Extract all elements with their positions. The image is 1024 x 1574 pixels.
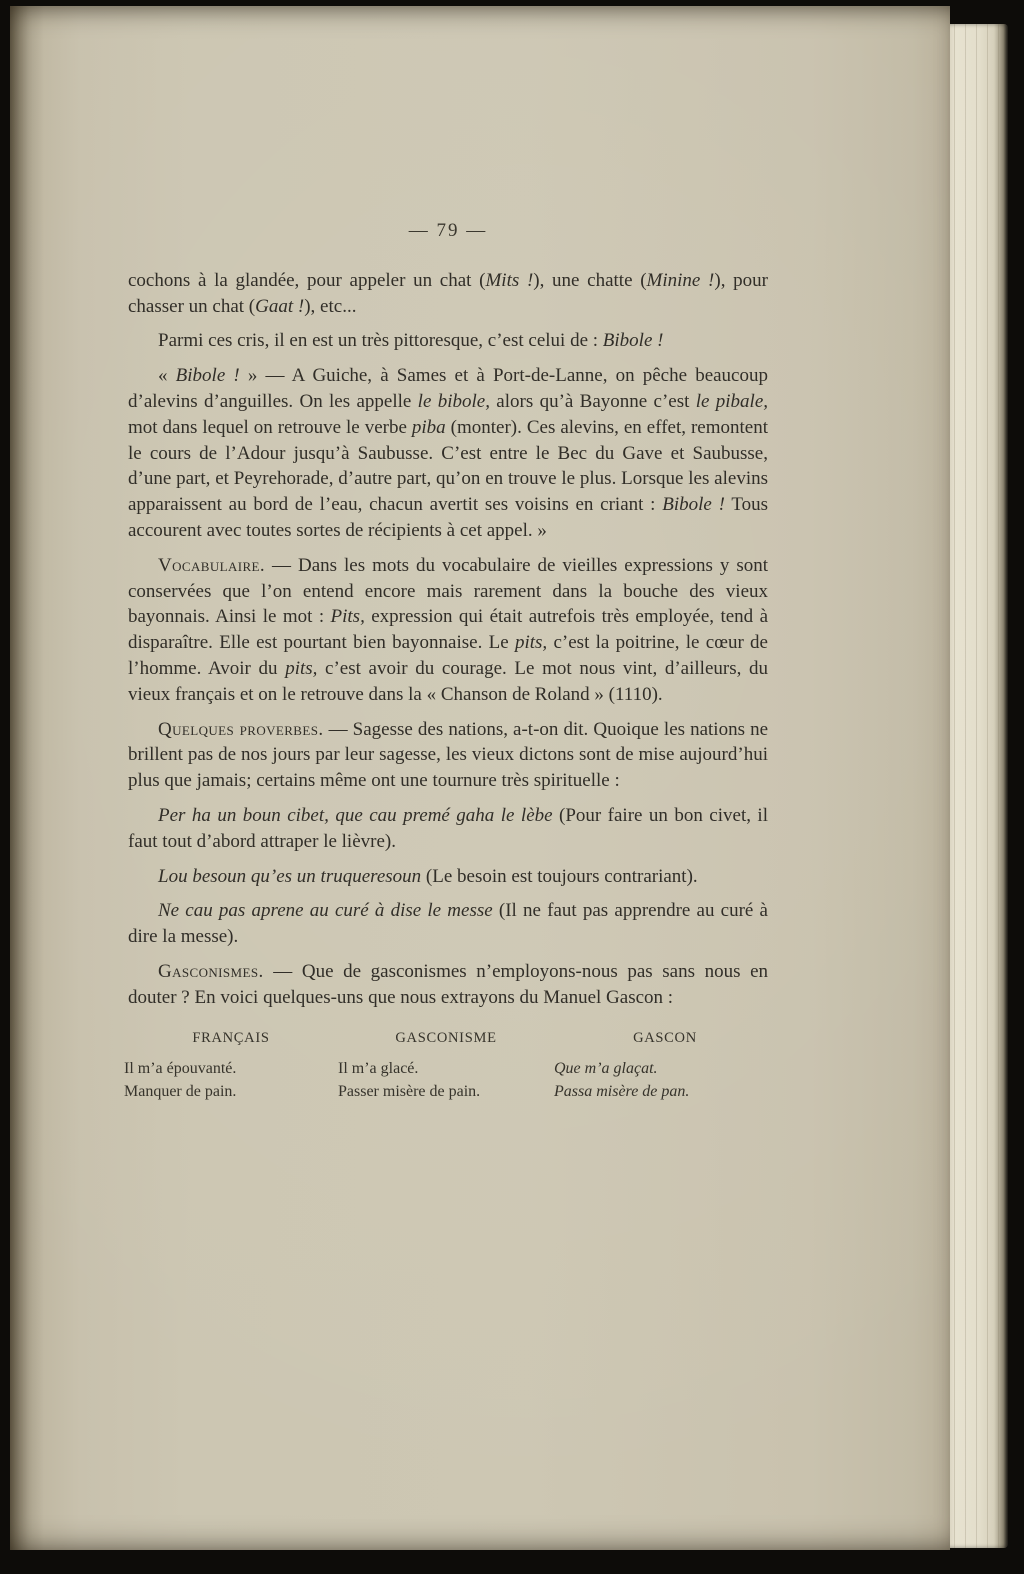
- text-run: (monter). Ces alevins, en effet, remontent le cours de l’Adour jusqu’à Saubusse. C’est entre le Bec du Gave et Saubusse, d’une part, et Peyrehorade, d’autre part, qu’on en trouve le plus. Lorsque les alevins apparaissent au bord de l’eau, chacun avertit ses voisins en criant :: [128, 416, 768, 516]
- text-run: ), une chatte (: [533, 269, 647, 291]
- term-italic: Bibole !: [602, 330, 664, 352]
- text-run: c’est avoir du courage. Le mot nous vint, d’ailleurs, du vieux français et on le retrouve dans la « Chanson de Roland » (1110).: [128, 657, 768, 705]
- heading-smallcaps: Vocabulaire.: [158, 554, 266, 576]
- table-row: [124, 1057, 776, 1080]
- text-run: » — A Guiche, à Sames et à Port-de-Lanne, on pêche beaucoup d’alevins d’anguilles. On les appelle: [128, 365, 768, 412]
- proverb-italic: Lou besoun qu’es un truqueresoun: [158, 865, 422, 887]
- term-italic: pits,: [285, 657, 318, 679]
- term-italic: pits,: [514, 632, 548, 654]
- text-run: ), pour chasser un chat (: [128, 269, 768, 317]
- text-run: (Il ne faut pas apprendre au curé à dire la messe).: [128, 900, 768, 948]
- term-italic: Bibole !: [662, 494, 725, 516]
- column-header-gasconisme: GASCONISME: [395, 1029, 497, 1046]
- cell-francais: Il m’a épouvanté.: [124, 1059, 237, 1077]
- text-run: — Sagesse des nations, a-t-on dit. Quoique les nations ne brillent pas de nos jours par leur sagesse, les vieux dictons sont de mise aujourd’hui plus que jamais; certains même ont une tournure très spirituelle :: [128, 718, 769, 792]
- paragraph-proverbe-1: [128, 803, 768, 855]
- paragraph-proverbe-3: [128, 898, 768, 950]
- text-run: Tous accourent avec toutes sortes de récipients à cet appel. »: [128, 494, 768, 541]
- text-run: — Dans les mots du vocabulaire de vieilles expressions y sont conservées que l’on entend encore mais rarement dans la bouche des vieux bayonnais. Ainsi le mot :: [128, 554, 768, 628]
- paragraph-quelques-proverbes: [128, 717, 768, 794]
- paragraph-vocabulaire: [128, 553, 768, 708]
- text-run: cochons à la glandée, pour appeler un chat (: [128, 269, 486, 291]
- text-run: — Que de gasconismes n’employons-nous pas sans nous en douter ? En voici quelques-uns que nous extrayons du Manuel Gascon :: [128, 960, 768, 1008]
- paragraph-proverbe-2: [128, 864, 768, 890]
- paragraph-gasconismes: [128, 959, 768, 1011]
- proverb-italic: Per ha un boun cibet, que cau premé gaha le lèbe: [158, 804, 553, 826]
- text-run: ), etc...: [304, 295, 357, 317]
- term-italic: piba: [411, 416, 446, 438]
- term-italic: Gaat !: [255, 295, 305, 317]
- cell-gasconisme: Il m’a glacé.: [338, 1059, 419, 1077]
- text-run: «: [158, 365, 176, 387]
- term-italic: Mits !: [485, 269, 534, 291]
- page-edge-stack: [944, 24, 1008, 1548]
- cell-francais: Manquer de pain.: [124, 1082, 237, 1100]
- heading-smallcaps: Gasconismes.: [158, 960, 264, 982]
- text-run: alors qu’à Bayonne c’est: [489, 390, 696, 412]
- term-italic: le pibale,: [695, 390, 769, 412]
- table-header-row: [124, 1027, 776, 1057]
- column-header-gascon: GASCON: [633, 1029, 697, 1046]
- column-header-francais: FRANÇAIS: [192, 1029, 270, 1046]
- table-row: [124, 1080, 776, 1103]
- term-italic: Pits,: [330, 606, 365, 628]
- term-italic: Minine !: [646, 269, 715, 291]
- proverb-italic: Ne cau pas aprene au curé à dise le messe: [158, 900, 493, 922]
- paragraph-parmi-ces-cris: [128, 328, 768, 354]
- gasconismes-table: [124, 1027, 776, 1103]
- cell-gascon: Passa misère de pan.: [554, 1082, 690, 1100]
- text-run: expression qui était autrefois très employée, tend à disparaître. Elle est pourtant bien bayonnaise. Le: [128, 606, 768, 654]
- paragraph-bibole: [128, 363, 768, 544]
- book-page: [10, 6, 950, 1550]
- page-number: — 79 —: [408, 220, 488, 241]
- gutter-shadow: [10, 6, 44, 1550]
- cell-gasconisme: Passer misère de pain.: [338, 1082, 481, 1100]
- paragraph-continuation: [128, 268, 768, 320]
- cell-gascon: Que m’a glaçat.: [554, 1059, 658, 1077]
- term-italic: Bibole !: [175, 365, 240, 387]
- heading-smallcaps: Quelques proverbes.: [158, 718, 324, 740]
- text-run: (Pour faire un bon civet, il faut tout d’abord attraper le lièvre).: [128, 804, 768, 852]
- term-italic: le bibole,: [417, 390, 490, 412]
- page-content: [124, 218, 769, 1103]
- text-run: Parmi ces cris, il en est un très pittoresque, c’est celui de :: [158, 330, 603, 352]
- text-run: (Le besoin est toujours contrariant).: [421, 865, 698, 887]
- text-run: c’est la poitrine, le cœur de l’homme. Avoir du: [128, 632, 768, 679]
- text-run: mot dans lequel on retrouve le verbe: [128, 416, 412, 438]
